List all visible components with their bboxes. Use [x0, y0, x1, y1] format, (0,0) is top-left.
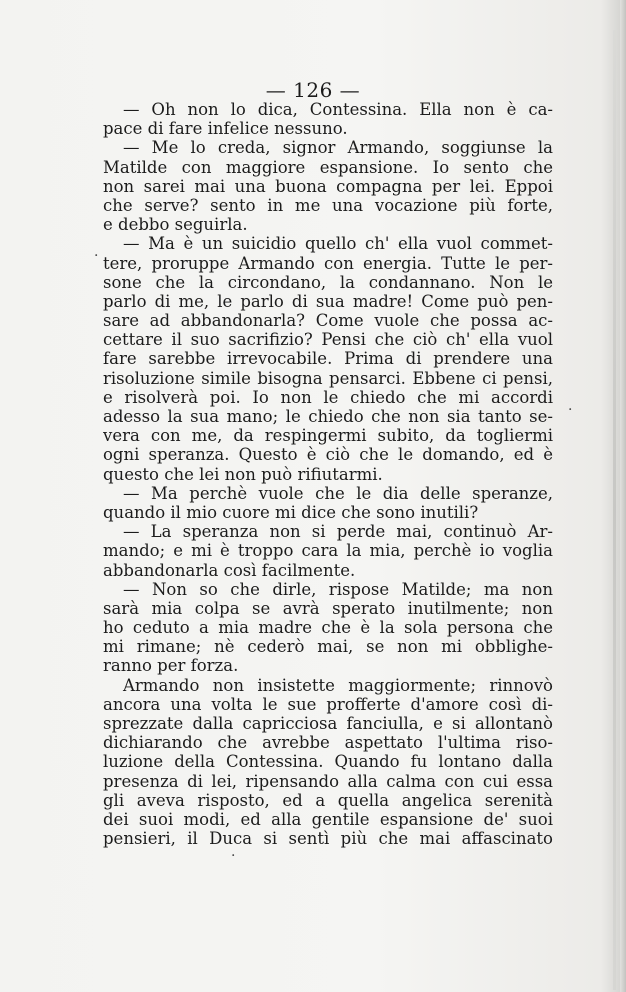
text-line: e debbo seguirla. — [103, 215, 248, 235]
text-line: non sarei mai una buona compagna per lei. Eppoi — [103, 176, 553, 196]
text-line: — Oh non lo dica, Contessina. Ella non è ca- — [123, 100, 553, 119]
text-line: ranno per forza. — [103, 656, 239, 676]
text-line: e risolverà poi. Io non le chiedo che mi accordi — [103, 387, 553, 407]
text-line: sone che la circondano, la condannano. Non le — [103, 272, 553, 292]
text-line: — Me lo creda, signor Armando, soggiunse la — [123, 138, 553, 158]
print-speck: · — [94, 248, 99, 264]
text-line: — Non so che dirle, rispose Matilde; ma non — [123, 579, 553, 599]
text-line: gli aveva risposto, ed a quella angelica serenità — [103, 790, 553, 810]
text-line: quando il mio cuore mi dice che sono inutili? — [103, 502, 479, 522]
text-line: risoluzione simile bisogna pensarci. Ebbene ci pensi, — [103, 368, 553, 388]
text-line: cettare il suo sacrifizio? Pensi che ciò ch' ella vuol — [103, 330, 553, 350]
text-line: pace di fare infelice nessuno. — [103, 119, 348, 139]
page-binding-edge — [620, 0, 626, 992]
text-line: — Ma perchè vuole che le dia delle speranze, — [123, 483, 553, 503]
text-line: Matilde con maggiore espansione. Io sento che — [103, 157, 553, 177]
text-line: vera con me, da respingermi subito, da togliermi — [103, 426, 553, 446]
text-line: adesso la sua mano; le chiedo che non sia tanto se- — [103, 407, 553, 426]
text-line: sare ad abbandonarla? Come vuole che possa ac- — [103, 311, 553, 331]
text-line: dei suoi modi, ed alla gentile espansione de' suoi — [103, 809, 553, 829]
text-line: fare sarebbe irrevocabile. Prima di prendere una — [103, 349, 553, 369]
text-line: questo che lei non può rifiutarmi. — [103, 464, 383, 484]
print-speck: · — [568, 402, 573, 418]
page-number: — 126 — — [265, 78, 361, 102]
body-text — [103, 100, 553, 848]
text-line: abbandonarla così facilmente. — [103, 560, 356, 580]
text-line: sprezzate dalla capricciosa fanciulla, e si allontanò — [103, 714, 553, 733]
text-line: tere, proruppe Armando con energia. Tutte le per- — [103, 253, 553, 273]
text-line: — Ma è un suicidio quello ch' ella vuol commet- — [123, 234, 553, 254]
text-line: dichiarando che avrebbe aspettato l'ultima riso- — [103, 733, 553, 753]
print-speck: · — [231, 848, 236, 864]
text-line: ho ceduto a mia madre che è la sola persona che — [103, 618, 553, 638]
text-line: presenza di lei, ripensando alla calma con cui essa — [103, 771, 553, 791]
text-line: ancora una volta le sue profferte d'amore così di- — [103, 694, 553, 714]
text-line: — La speranza non si perde mai, continuò Ar- — [123, 522, 553, 542]
page-edge-shadow — [613, 30, 616, 990]
text-line: parlo di me, le parlo di sua madre! Come può pen- — [103, 291, 553, 311]
text-line: pensieri, il Duca si sentì più che mai affascinato — [103, 829, 553, 849]
text-line: sarà mia colpa se avrà sperato inutilmente; non — [103, 598, 553, 618]
text-line: mando; e mi è troppo cara la mia, perchè io voglia — [103, 541, 553, 561]
text-line: ogni speranza. Questo è ciò che le domando, ed è — [103, 445, 553, 465]
text-line: che serve? sento in me una vocazione più forte, — [103, 195, 553, 215]
text-line: Armando non insistette maggiormente; rinnovò — [123, 675, 553, 695]
text-line: luzione della Contessina. Quando fu lontano dalla — [103, 752, 553, 772]
text-line: mi rimane; nè cederò mai, se non mi obblighe- — [103, 637, 553, 657]
